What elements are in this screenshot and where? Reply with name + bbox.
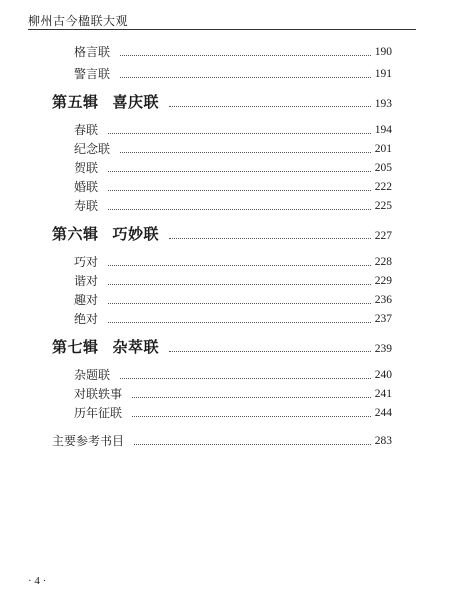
entry-label: 警言联 <box>74 67 111 81</box>
entry-label: 谐对 <box>74 274 99 288</box>
chapter-number: 第七辑 <box>52 338 99 356</box>
page-ref: 244 <box>374 407 392 419</box>
dot-leader <box>108 190 371 191</box>
entry-label: 纪念联 <box>74 142 111 156</box>
page-ref: 239 <box>374 343 392 355</box>
dot-leader <box>120 77 371 78</box>
entry-label: 婚联 <box>74 180 99 194</box>
toc-entry-row <box>74 402 392 420</box>
chapter-number: 第五辑 <box>52 93 99 111</box>
page-ref: 193 <box>374 98 392 110</box>
entry-label: 绝对 <box>74 312 99 326</box>
dot-leader <box>169 351 371 352</box>
page-ref: 240 <box>374 369 392 381</box>
chapter-title <box>52 225 159 243</box>
toc-entry-row <box>74 383 392 401</box>
page-number: · 4 · <box>28 575 47 587</box>
page-ref: 222 <box>374 181 392 193</box>
page-ref: 201 <box>374 143 392 155</box>
entry-label: 杂题联 <box>74 368 111 382</box>
toc-entry-row <box>74 138 392 156</box>
page-ref: 190 <box>374 46 392 58</box>
running-header: 柳州古今楹联大观 <box>28 14 129 28</box>
dot-leader <box>108 265 371 266</box>
dot-leader <box>132 397 371 398</box>
dot-leader <box>120 152 371 153</box>
entry-label: 趣对 <box>74 293 99 307</box>
toc-entry-row <box>74 119 392 137</box>
entry-label: 寿联 <box>74 199 99 213</box>
page-ref: 236 <box>374 294 392 306</box>
toc-entry-row <box>74 270 392 288</box>
chapter-name: 巧妙联 <box>112 225 160 243</box>
entry-label: 主要参考书目 <box>52 434 125 448</box>
toc-entry-row <box>74 289 392 307</box>
page-ref: 229 <box>374 275 392 287</box>
entry-label: 格言联 <box>74 45 111 59</box>
toc-entry-row <box>52 430 392 448</box>
entry-label: 春联 <box>74 123 99 137</box>
page-ref: 241 <box>374 388 392 400</box>
toc-entry-row <box>74 63 392 81</box>
chapter-title <box>52 93 159 111</box>
dot-leader <box>169 106 371 107</box>
dot-leader <box>108 284 371 285</box>
dot-leader <box>108 171 371 172</box>
chapter-name: 喜庆联 <box>112 93 160 111</box>
page-ref: 237 <box>374 313 392 325</box>
entry-label: 历年征联 <box>74 406 123 420</box>
toc-chapter-row <box>52 338 392 356</box>
dot-leader <box>108 303 371 304</box>
dot-leader <box>120 55 371 56</box>
entry-label: 贺联 <box>74 161 99 175</box>
chapter-name: 杂萃联 <box>112 338 160 356</box>
page-ref: 227 <box>374 230 392 242</box>
dot-leader <box>108 133 371 134</box>
chapter-number: 第六辑 <box>52 225 99 243</box>
page-ref: 228 <box>374 256 392 268</box>
dot-leader <box>169 238 371 239</box>
toc-entry-row <box>74 195 392 213</box>
dot-leader <box>108 322 371 323</box>
toc-chapter-row <box>52 93 392 111</box>
dot-leader <box>134 444 371 445</box>
toc-entry-row <box>74 308 392 326</box>
page-ref: 191 <box>374 68 392 80</box>
toc-entry-row <box>74 176 392 194</box>
page-ref: 225 <box>374 200 392 212</box>
toc-entry-row <box>74 157 392 175</box>
entry-label: 巧对 <box>74 255 99 269</box>
toc-entry-row <box>74 251 392 269</box>
entry-label: 对联轶事 <box>74 387 123 401</box>
toc-entry-row <box>74 41 392 59</box>
toc-chapter-row <box>52 225 392 243</box>
page-ref: 194 <box>374 124 392 136</box>
toc-entry-row <box>74 364 392 382</box>
page-ref: 283 <box>374 435 392 447</box>
dot-leader <box>132 416 371 417</box>
dot-leader <box>120 378 371 379</box>
chapter-title <box>52 338 159 356</box>
page-ref: 205 <box>374 162 392 174</box>
dot-leader <box>108 209 371 210</box>
